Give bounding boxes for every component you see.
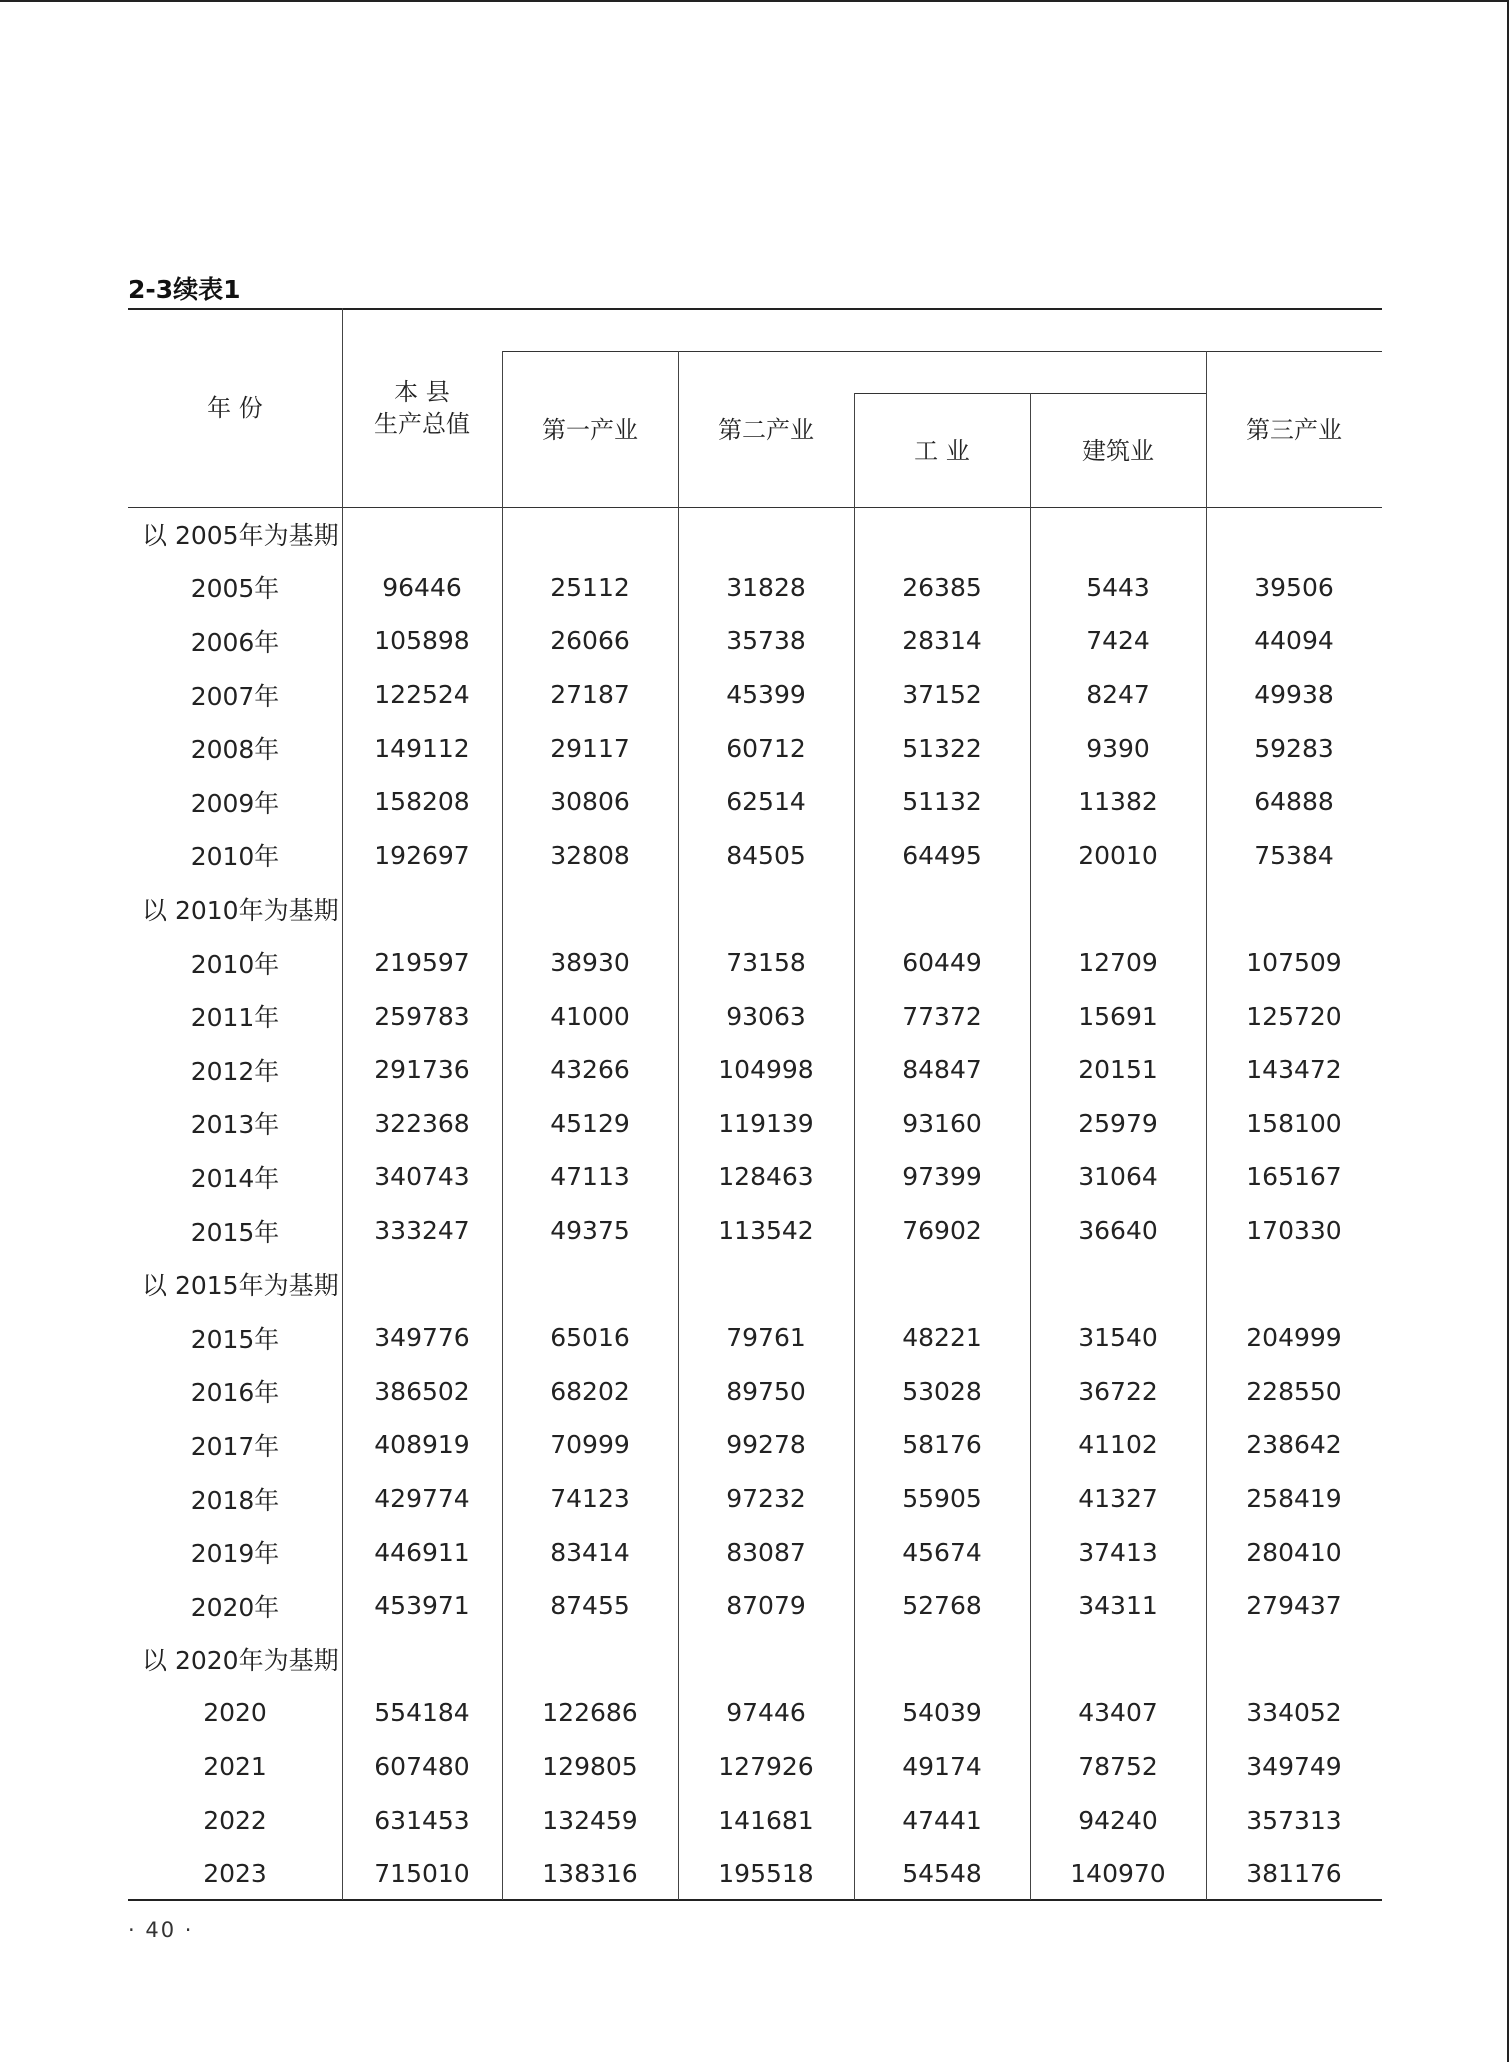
year-cell: 2010年 <box>190 949 280 979</box>
table-row <box>128 561 1382 615</box>
table-row <box>128 775 1382 829</box>
table-row <box>128 668 1382 722</box>
value-cell: 97399 <box>902 1162 982 1192</box>
value-cell: 258419 <box>1246 1484 1342 1514</box>
value-cell: 54548 <box>902 1859 982 1889</box>
header-gdp-line2: 生产总值 <box>374 410 470 438</box>
year-cell: 2007年 <box>190 681 280 711</box>
value-cell: 96446 <box>382 572 462 602</box>
value-cell: 49174 <box>902 1752 982 1782</box>
value-cell: 228550 <box>1246 1376 1342 1406</box>
header-construction: 建筑业 <box>1082 437 1154 465</box>
value-cell: 340743 <box>374 1162 470 1192</box>
value-cell: 93063 <box>726 1001 806 1031</box>
value-cell: 127926 <box>718 1752 814 1782</box>
year-cell: 2008年 <box>190 735 280 765</box>
table-row <box>128 1740 1382 1794</box>
page-number: · 40 · <box>128 1918 194 1942</box>
table-row <box>128 1043 1382 1097</box>
value-cell: 122524 <box>374 680 470 710</box>
value-cell: 25112 <box>550 572 630 602</box>
header-primary: 第一产业 <box>542 416 638 444</box>
value-cell: 45399 <box>726 680 806 710</box>
value-cell: 39506 <box>1254 572 1334 602</box>
table-row <box>128 1686 1382 1740</box>
value-cell: 43266 <box>550 1055 630 1085</box>
value-cell: 60449 <box>902 948 982 978</box>
value-cell: 89750 <box>726 1376 806 1406</box>
value-cell: 76902 <box>902 1216 982 1246</box>
value-cell: 25979 <box>1078 1108 1158 1138</box>
value-cell: 75384 <box>1254 840 1334 870</box>
value-cell: 204999 <box>1246 1323 1342 1353</box>
value-cell: 291736 <box>374 1055 470 1085</box>
value-cell: 349776 <box>374 1323 470 1353</box>
value-cell: 631453 <box>374 1805 470 1835</box>
value-cell: 381176 <box>1246 1859 1342 1889</box>
table-row <box>128 989 1382 1043</box>
year-cell: 2017年 <box>190 1431 280 1461</box>
value-cell: 349749 <box>1246 1752 1342 1782</box>
value-cell: 357313 <box>1246 1805 1342 1835</box>
value-cell: 97232 <box>726 1484 806 1514</box>
value-cell: 113542 <box>718 1216 814 1246</box>
value-cell: 45129 <box>550 1108 630 1138</box>
value-cell: 84505 <box>726 840 806 870</box>
value-cell: 15691 <box>1078 1001 1158 1031</box>
value-cell: 119139 <box>718 1108 814 1138</box>
year-cell: 2020 <box>203 1698 267 1728</box>
year-cell: 2022 <box>203 1805 267 1835</box>
value-cell: 140970 <box>1070 1859 1166 1889</box>
value-cell: 158100 <box>1246 1108 1342 1138</box>
value-cell: 165167 <box>1246 1162 1342 1192</box>
value-cell: 79761 <box>726 1323 806 1353</box>
value-cell: 128463 <box>718 1162 814 1192</box>
value-cell: 83414 <box>550 1537 630 1567</box>
value-cell: 87455 <box>550 1591 630 1621</box>
year-cell: 2020年 <box>190 1592 280 1622</box>
value-cell: 43407 <box>1078 1698 1158 1728</box>
value-cell: 170330 <box>1246 1216 1342 1246</box>
table-row <box>128 1525 1382 1579</box>
value-cell: 55905 <box>902 1484 982 1514</box>
value-cell: 279437 <box>1246 1591 1342 1621</box>
value-cell: 333247 <box>374 1216 470 1246</box>
value-cell: 31828 <box>726 572 806 602</box>
value-cell: 26385 <box>902 572 982 602</box>
table-row <box>128 1579 1382 1633</box>
value-cell: 715010 <box>374 1859 470 1889</box>
value-cell: 34311 <box>1078 1591 1158 1621</box>
value-cell: 280410 <box>1246 1537 1342 1567</box>
table-row <box>128 721 1382 775</box>
value-cell: 38930 <box>550 948 630 978</box>
header-tertiary: 第三产业 <box>1246 416 1342 444</box>
value-cell: 84847 <box>902 1055 982 1085</box>
value-cell: 60712 <box>726 733 806 763</box>
value-cell: 68202 <box>550 1376 630 1406</box>
header-secondary: 第二产业 <box>718 416 814 444</box>
value-cell: 53028 <box>902 1376 982 1406</box>
value-cell: 129805 <box>542 1752 638 1782</box>
value-cell: 26066 <box>550 626 630 656</box>
value-cell: 29117 <box>550 733 630 763</box>
value-cell: 9390 <box>1086 733 1150 763</box>
value-cell: 87079 <box>726 1591 806 1621</box>
value-cell: 386502 <box>374 1376 470 1406</box>
year-cell: 2010年 <box>190 842 280 872</box>
year-cell: 2006年 <box>190 627 280 657</box>
value-cell: 44094 <box>1254 626 1334 656</box>
year-cell: 2023 <box>203 1859 267 1889</box>
value-cell: 446911 <box>374 1537 470 1567</box>
period-label: 以 2005年为基期 <box>142 520 339 550</box>
value-cell: 322368 <box>374 1108 470 1138</box>
value-cell: 31064 <box>1078 1162 1158 1192</box>
value-cell: 51132 <box>902 787 982 817</box>
value-cell: 54039 <box>902 1698 982 1728</box>
table-title: 2-3续表1 <box>128 275 241 304</box>
header-year: 年 份 <box>207 394 263 422</box>
value-cell: 41327 <box>1078 1484 1158 1514</box>
table-row <box>128 1365 1382 1419</box>
year-cell: 2021 <box>203 1752 267 1782</box>
period-label: 以 2020年为基期 <box>142 1646 339 1676</box>
value-cell: 30806 <box>550 787 630 817</box>
header-rule-upper <box>502 351 1382 352</box>
value-cell: 48221 <box>902 1323 982 1353</box>
value-cell: 219597 <box>374 948 470 978</box>
value-cell: 5443 <box>1086 572 1150 602</box>
table-row <box>128 1418 1382 1472</box>
value-cell: 7424 <box>1086 626 1150 656</box>
value-cell: 77372 <box>902 1001 982 1031</box>
table-row <box>128 1793 1382 1847</box>
value-cell: 36722 <box>1078 1376 1158 1406</box>
value-cell: 238642 <box>1246 1430 1342 1460</box>
value-cell: 52768 <box>902 1591 982 1621</box>
value-cell: 408919 <box>374 1430 470 1460</box>
value-cell: 37152 <box>902 680 982 710</box>
table-row <box>128 1204 1382 1258</box>
period-label: 以 2010年为基期 <box>142 895 339 925</box>
period-row <box>128 1633 1382 1687</box>
value-cell: 99278 <box>726 1430 806 1460</box>
header-industry: 工 业 <box>914 437 970 465</box>
value-cell: 74123 <box>550 1484 630 1514</box>
period-row <box>128 507 1382 561</box>
value-cell: 49375 <box>550 1216 630 1246</box>
value-cell: 141681 <box>718 1805 814 1835</box>
period-row <box>128 882 1382 936</box>
value-cell: 607480 <box>374 1752 470 1782</box>
value-cell: 47113 <box>550 1162 630 1192</box>
value-cell: 41000 <box>550 1001 630 1031</box>
value-cell: 59283 <box>1254 733 1334 763</box>
value-cell: 70999 <box>550 1430 630 1460</box>
value-cell: 8247 <box>1086 680 1150 710</box>
year-cell: 2012年 <box>190 1056 280 1086</box>
value-cell: 554184 <box>374 1698 470 1728</box>
year-cell: 2015年 <box>190 1324 280 1354</box>
table-row <box>128 936 1382 990</box>
value-cell: 192697 <box>374 840 470 870</box>
value-cell: 429774 <box>374 1484 470 1514</box>
period-label: 以 2015年为基期 <box>142 1271 339 1301</box>
value-cell: 64495 <box>902 840 982 870</box>
value-cell: 45674 <box>902 1537 982 1567</box>
value-cell: 37413 <box>1078 1537 1158 1567</box>
table-row <box>128 1097 1382 1151</box>
value-cell: 107509 <box>1246 948 1342 978</box>
value-cell: 36640 <box>1078 1216 1158 1246</box>
page-frame-top <box>0 0 1509 2</box>
table-row <box>128 1847 1382 1901</box>
table-row <box>128 1472 1382 1526</box>
value-cell: 51322 <box>902 733 982 763</box>
value-cell: 31540 <box>1078 1323 1158 1353</box>
year-cell: 2018年 <box>190 1485 280 1515</box>
header-gdp <box>342 376 502 440</box>
table-row <box>128 614 1382 668</box>
value-cell: 32808 <box>550 840 630 870</box>
value-cell: 73158 <box>726 948 806 978</box>
value-cell: 93160 <box>902 1108 982 1138</box>
value-cell: 453971 <box>374 1591 470 1621</box>
value-cell: 20151 <box>1078 1055 1158 1085</box>
value-cell: 49938 <box>1254 680 1334 710</box>
value-cell: 62514 <box>726 787 806 817</box>
value-cell: 132459 <box>542 1805 638 1835</box>
value-cell: 195518 <box>718 1859 814 1889</box>
value-cell: 158208 <box>374 787 470 817</box>
table-row <box>128 829 1382 883</box>
value-cell: 65016 <box>550 1323 630 1353</box>
value-cell: 125720 <box>1246 1001 1342 1031</box>
value-cell: 259783 <box>374 1001 470 1031</box>
table-row <box>128 1311 1382 1365</box>
value-cell: 27187 <box>550 680 630 710</box>
value-cell: 122686 <box>542 1698 638 1728</box>
value-cell: 143472 <box>1246 1055 1342 1085</box>
value-cell: 78752 <box>1078 1752 1158 1782</box>
year-cell: 2009年 <box>190 788 280 818</box>
year-cell: 2005年 <box>190 574 280 604</box>
value-cell: 47441 <box>902 1805 982 1835</box>
value-cell: 94240 <box>1078 1805 1158 1835</box>
value-cell: 97446 <box>726 1698 806 1728</box>
value-cell: 28314 <box>902 626 982 656</box>
year-cell: 2011年 <box>190 1003 280 1033</box>
table-top-rule <box>128 308 1382 310</box>
value-cell: 64888 <box>1254 787 1334 817</box>
header-gdp-line1: 本 县 <box>394 378 450 406</box>
year-cell: 2015年 <box>190 1217 280 1247</box>
value-cell: 35738 <box>726 626 806 656</box>
year-cell: 2016年 <box>190 1378 280 1408</box>
value-cell: 105898 <box>374 626 470 656</box>
value-cell: 149112 <box>374 733 470 763</box>
value-cell: 20010 <box>1078 840 1158 870</box>
value-cell: 334052 <box>1246 1698 1342 1728</box>
value-cell: 58176 <box>902 1430 982 1460</box>
year-cell: 2014年 <box>190 1163 280 1193</box>
value-cell: 12709 <box>1078 948 1158 978</box>
year-cell: 2019年 <box>190 1539 280 1569</box>
value-cell: 41102 <box>1078 1430 1158 1460</box>
value-cell: 104998 <box>718 1055 814 1085</box>
value-cell: 138316 <box>542 1859 638 1889</box>
value-cell: 11382 <box>1078 787 1158 817</box>
value-cell: 83087 <box>726 1537 806 1567</box>
data-table <box>128 308 1382 1901</box>
year-cell: 2013年 <box>190 1110 280 1140</box>
period-row <box>128 1257 1382 1311</box>
table-row <box>128 1150 1382 1204</box>
